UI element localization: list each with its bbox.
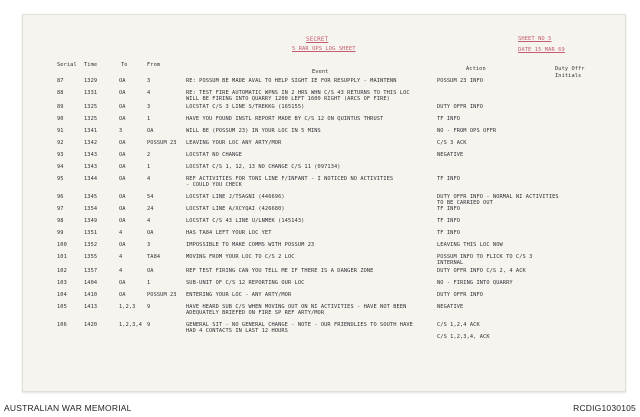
action-line: DUTY OFFR INFO — [437, 292, 484, 298]
action-line: C/S 1,2,4 ACK — [437, 322, 480, 328]
log-row-time: 1329 — [84, 78, 98, 84]
log-row-serial: 88 — [57, 90, 64, 96]
event-line: LOCSTAT LINE J/TSAGNI (446696) — [186, 194, 285, 200]
log-row-serial: 93 — [57, 152, 64, 158]
log-row-from: 4 — [147, 90, 151, 96]
log-row-serial: 98 — [57, 218, 64, 224]
column-header-from: From — [147, 62, 161, 68]
log-row-from: OA — [147, 230, 154, 236]
event-line: HAS TA84 LEFT YOUR LOC YET — [186, 230, 272, 236]
action-line: NEGATIVE — [437, 304, 464, 310]
log-row-to: OA — [119, 194, 126, 200]
action-line: TF INFO — [437, 176, 461, 182]
log-row-event — [186, 292, 291, 298]
log-row-serial: 97 — [57, 206, 64, 212]
action-line: TF INFO — [437, 218, 461, 224]
log-row — [0, 322, 640, 341]
document-title: SECRET — [306, 36, 329, 43]
event-line: LEAVING YOUR LOC ANY ARTY/MOR — [186, 140, 282, 146]
log-row-from: 4 — [147, 218, 151, 224]
log-row-event — [186, 230, 272, 236]
column-header-event: Event — [312, 69, 329, 75]
event-line: ENTERING YOUR LOC - ANY ARTY/MOR — [186, 292, 292, 298]
log-row-event — [186, 206, 285, 212]
footer-institution: AUSTRALIAN WAR MEMORIAL — [4, 403, 132, 413]
log-row-to: OA — [119, 176, 126, 182]
event-line: ADEQUATELY BRIEFED ON FIRE SP REF ARTY/MOR — [186, 310, 325, 317]
sheet-number: SHEET NO 5 — [518, 36, 552, 42]
log-row — [0, 128, 640, 140]
log-row — [0, 90, 640, 102]
log-row-time: 1344 — [84, 176, 98, 182]
log-row — [0, 140, 640, 152]
log-row-action — [437, 280, 513, 286]
event-line: REF ACTIVITIES FOR TONI LINE F/INFANT - I NOTICED NO ACTIVITIES — [186, 176, 394, 182]
event-line: IMPOSSIBLE TO MAKE COMMS WITH POSSUM 23 — [186, 242, 315, 248]
action-line: NEGATIVE — [437, 152, 464, 158]
log-row — [0, 268, 640, 280]
log-row-to: OA — [119, 280, 126, 286]
log-row-event — [186, 322, 413, 334]
log-row-event — [186, 78, 397, 84]
log-row-serial: 106 — [57, 322, 67, 328]
action-line: NO - FIRING INTO QUARRY — [437, 280, 513, 286]
action-line: C/S 1,2,3,4, ACK — [437, 334, 490, 341]
log-row-to: 1,2,3,4 — [119, 322, 143, 328]
log-row-time: 1342 — [84, 140, 98, 146]
log-row-event — [186, 242, 314, 248]
log-row-time: 1343 — [84, 152, 98, 158]
log-row-action — [437, 176, 460, 182]
event-line: SUB-UNIT OF C/S 12 REPORTING OUR LOC — [186, 280, 305, 286]
log-row-serial: 100 — [57, 242, 67, 248]
column-header-time: Time — [84, 62, 98, 68]
log-row-time: 1410 — [84, 292, 98, 298]
log-row-action — [437, 194, 559, 206]
log-row-to: OA — [119, 206, 126, 212]
log-row-event — [186, 128, 321, 134]
footer-reference: RCDIG1030105 — [573, 403, 636, 413]
action-line: TO BE CARRIED OUT — [437, 200, 493, 207]
log-row-serial: 90 — [57, 116, 64, 122]
log-row-from: OA — [147, 268, 154, 274]
log-row-from: 9 — [147, 304, 151, 310]
log-row-to: 4 — [119, 268, 123, 274]
event-line: LOCSTAT C/S 3 LINE S/TREKKG (165155) — [186, 104, 305, 110]
event-line: WILL BE (POSSUM 23) IN YOUR LOC IN 5 MINS — [186, 128, 321, 134]
log-row-to: OA — [119, 104, 126, 110]
log-row — [0, 254, 640, 266]
event-line: HAVE HEARD SUB C/S WHEN MOVING OUT ON NI ACTIVITIES - HAVE NOT BEEN — [186, 304, 407, 310]
log-row-serial: 104 — [57, 292, 67, 298]
event-line: LOCSTAT C/S 1, 12, 13 NO CHANGE C/S 11 (097134) — [186, 164, 341, 170]
log-row — [0, 194, 640, 206]
log-row-event — [186, 194, 285, 200]
log-row — [0, 218, 640, 230]
log-row-time: 1351 — [84, 230, 98, 236]
log-row-time: 1404 — [84, 280, 98, 286]
log-row-from: 3 — [147, 104, 151, 110]
action-line: C/S 3 ACK — [437, 140, 467, 146]
log-row — [0, 280, 640, 292]
log-row — [0, 152, 640, 164]
log-row-action — [437, 268, 526, 274]
log-row-event — [186, 104, 304, 110]
event-line: HAD 4 CONTACTS IN LAST 12 HOURS — [186, 328, 288, 335]
log-row-action — [437, 206, 460, 212]
log-row-from: POSSUM 23 — [147, 292, 177, 298]
log-row-from: 1 — [147, 116, 151, 122]
log-row-serial: 103 — [57, 280, 67, 286]
log-row-from: 4 — [147, 176, 151, 182]
log-row-to: OA — [119, 164, 126, 170]
log-row — [0, 176, 640, 188]
log-row-serial: 105 — [57, 304, 67, 310]
log-row-event — [186, 152, 242, 158]
log-row-serial: 99 — [57, 230, 64, 236]
sheet-date: DATE 15 MAR 69 — [518, 47, 565, 53]
log-row-event — [186, 268, 373, 274]
event-line: LOCSTAT C/S 43 LINE U/LNMEK (145143) — [186, 218, 305, 224]
log-row-serial: 89 — [57, 104, 64, 110]
event-line: GENERAL SIT - NO GENERAL CHANGE - NOTE - OUR FRIENDLIES TO SOUTH HAVE — [186, 322, 413, 328]
action-line: TF INFO — [437, 116, 461, 122]
log-row — [0, 304, 640, 316]
event-line: HAVE YOU FOUND INSTL REPORT MADE BY C/S 12 ON QUINTUS THRUST — [186, 116, 384, 122]
column-header-to: To — [121, 62, 128, 68]
event-line: REF TEST FIRING CAN YOU TELL ME IF THERE IS A DANGER ZONE — [186, 268, 374, 274]
action-line: DUTY OFFR INFO — [437, 104, 484, 110]
log-row-time: 1420 — [84, 322, 98, 328]
event-line: WILL BE FIRING INTO QUARRY 1200 LEFT 1600 RIGHT (ARCS OF FIRE) — [186, 96, 390, 103]
log-row-time: 1331 — [84, 90, 98, 96]
log-row-to: OA — [119, 90, 126, 96]
log-row-action — [437, 292, 483, 298]
log-row-to: OA — [119, 218, 126, 224]
column-header-duty-offr: Duty Offr — [555, 66, 585, 72]
log-row — [0, 164, 640, 176]
log-row — [0, 78, 640, 90]
column-header-serial: Serial — [57, 62, 77, 68]
event-line: - COULD YOU CHECK — [186, 182, 242, 189]
log-row-time: 1345 — [84, 194, 98, 200]
column-header-action: Action — [466, 66, 486, 72]
log-row — [0, 292, 640, 304]
log-row-time: 1325 — [84, 104, 98, 110]
log-row-serial: 94 — [57, 164, 64, 170]
log-row-action — [437, 254, 532, 266]
log-row-to: 4 — [119, 230, 123, 236]
log-row — [0, 116, 640, 128]
log-row-time: 1354 — [84, 206, 98, 212]
log-row-time: 1343 — [84, 164, 98, 170]
action-line: DUTY OFFR INFO C/S 2, 4 ACK — [437, 268, 526, 274]
log-row-time: 1413 — [84, 304, 98, 310]
log-row-from: TA84 — [147, 254, 161, 260]
log-row-action — [437, 322, 490, 341]
log-row-event — [186, 254, 295, 260]
log-row-time: 1355 — [84, 254, 98, 260]
log-row-to: OA — [119, 292, 126, 298]
event-line: LOCSTAT NO CHANGE — [186, 152, 242, 158]
event-line: LOCSTAT LINE A/XCYQAI (426680) — [186, 206, 285, 212]
log-row — [0, 242, 640, 254]
action-line: INTERNAL — [437, 260, 464, 267]
action-line: DUTY OFFR INFO - NORMAL NI ACTIVITIES — [437, 194, 559, 200]
log-row-action — [437, 128, 496, 134]
log-row-serial: 96 — [57, 194, 64, 200]
log-row-serial: 87 — [57, 78, 64, 84]
log-row — [0, 230, 640, 242]
log-row-from: 9 — [147, 322, 151, 328]
log-row-to: OA — [119, 78, 126, 84]
log-row-action — [437, 230, 460, 236]
log-row-serial: 101 — [57, 254, 67, 260]
event-line: RE: TEST FIRE AUTOMATIC WPNS IN 2 HRS WHN C/S 43 RETURNS TO THIS LOC — [186, 90, 410, 96]
log-row-to: 4 — [119, 254, 123, 260]
action-line: NO - FROM OPS OFFR — [437, 128, 497, 134]
action-line: LEAVING THIS LOC NOW — [437, 242, 503, 248]
log-row-action — [437, 116, 460, 122]
log-row-to: OA — [119, 152, 126, 158]
log-row-serial: 91 — [57, 128, 64, 134]
log-row-event — [186, 164, 341, 170]
log-row-from: 3 — [147, 78, 151, 84]
log-row-time: 1341 — [84, 128, 98, 134]
log-row-action — [437, 152, 463, 158]
log-row-to: 3 — [119, 128, 123, 134]
log-row — [0, 206, 640, 218]
log-row-time: 1352 — [84, 242, 98, 248]
log-row-from: OA — [147, 128, 154, 134]
log-row-action — [437, 104, 483, 110]
action-line: TF INFO — [437, 206, 461, 212]
log-row-time: 1357 — [84, 268, 98, 274]
log-row-event — [186, 140, 281, 146]
event-line: RE: POSSUM BE MADE AVAL TO HELP SIGHT IE FOR RESUPPLY - MAINTENN — [186, 78, 397, 84]
log-row-from: 24 — [147, 206, 154, 212]
log-row-action — [437, 140, 467, 146]
log-row-action — [437, 304, 463, 310]
log-row — [0, 104, 640, 116]
log-row-action — [437, 242, 503, 248]
log-row-to: OA — [119, 242, 126, 248]
action-line: POSSUM 23 INFO — [437, 78, 484, 84]
log-row-event — [186, 218, 304, 224]
action-line: POSSUM INFO TO FLICK TO C/S 3 — [437, 254, 533, 260]
log-row-from: 2 — [147, 152, 151, 158]
document-subtitle: 5 RAR OPS LOG SHEET — [292, 46, 356, 52]
log-row-event — [186, 280, 304, 286]
log-row-from: 54 — [147, 194, 154, 200]
log-row-event — [186, 90, 410, 102]
log-row-from: POSSUM 23 — [147, 140, 177, 146]
log-row-event — [186, 304, 406, 316]
log-row-from: 3 — [147, 242, 151, 248]
log-row-to: OA — [119, 116, 126, 122]
log-row-serial: 102 — [57, 268, 67, 274]
log-row-to: 1,2,3 — [119, 304, 136, 310]
log-row-action — [437, 78, 483, 84]
action-line: TF INFO — [437, 230, 461, 236]
log-row-to: OA — [119, 140, 126, 146]
column-header-initials: Initials — [555, 73, 582, 79]
event-line: MOVING FROM YOUR LOC TO C/S 2 LOC — [186, 254, 295, 260]
log-row-event — [186, 116, 383, 122]
log-row-time: 1349 — [84, 218, 98, 224]
log-row-from: 1 — [147, 280, 151, 286]
log-row-event — [186, 176, 393, 188]
log-row-action — [437, 218, 460, 224]
log-row-time: 1325 — [84, 116, 98, 122]
log-row-serial: 92 — [57, 140, 64, 146]
log-row-serial: 95 — [57, 176, 64, 182]
log-row-from: 1 — [147, 164, 151, 170]
